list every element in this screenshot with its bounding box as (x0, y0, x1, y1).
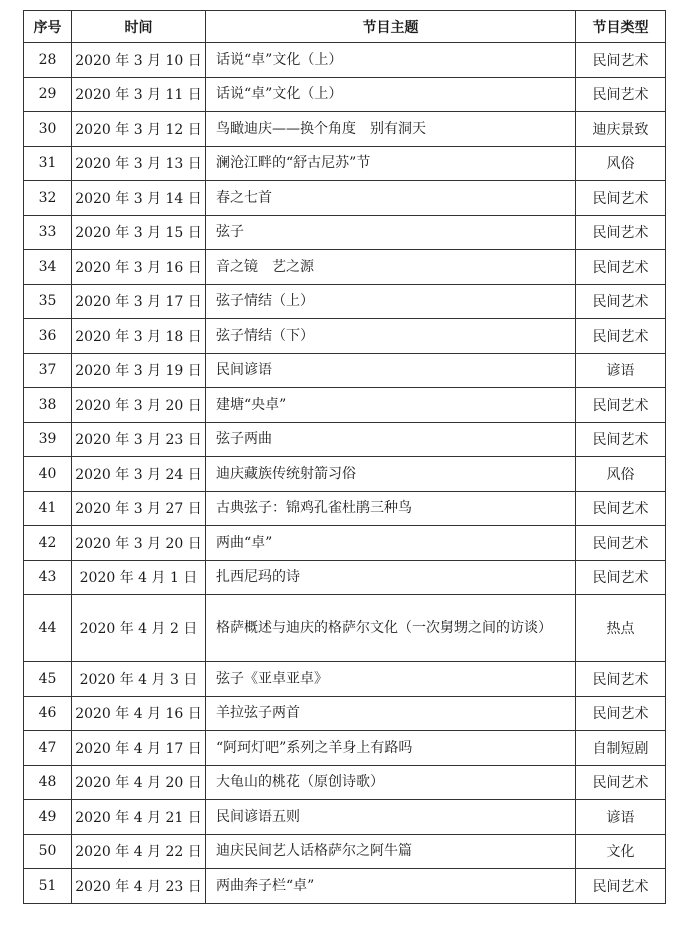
row-date: 2020 年 4 月 22 日 (72, 834, 206, 869)
table-row (24, 112, 666, 147)
row-number: 44 (24, 595, 72, 662)
row-date: 2020 年 3 月 13 日 (72, 146, 206, 181)
row-number: 35 (24, 284, 72, 319)
table-body (24, 43, 666, 904)
row-number: 47 (24, 731, 72, 766)
table-row (24, 731, 666, 766)
row-number: 40 (24, 457, 72, 492)
row-type: 民间艺术 (576, 43, 666, 78)
row-type: 民间艺术 (576, 422, 666, 457)
row-number: 43 (24, 560, 72, 595)
row-topic: 春之七首 (206, 181, 576, 216)
table-row (24, 43, 666, 78)
row-topic: 民间谚语 (206, 353, 576, 388)
row-date: 2020 年 4 月 2 日 (72, 595, 206, 662)
row-topic: 古典弦子：锦鸡孔雀杜鹃三种鸟 (206, 491, 576, 526)
header-topic: 节目主题 (206, 11, 576, 43)
table-row (24, 595, 666, 662)
table-row (24, 181, 666, 216)
row-type: 谚语 (576, 353, 666, 388)
row-type: 谚语 (576, 800, 666, 835)
row-topic: 大龟山的桃花（原创诗歌） (206, 765, 576, 800)
row-number: 29 (24, 77, 72, 112)
row-topic: 弦子《亚卓亚卓》 (206, 662, 576, 697)
row-number: 49 (24, 800, 72, 835)
row-topic: 话说“卓”文化（上） (206, 77, 576, 112)
row-type: 风俗 (576, 457, 666, 492)
row-type: 风俗 (576, 146, 666, 181)
table-row (24, 457, 666, 492)
row-topic: 羊拉弦子两首 (206, 696, 576, 731)
row-topic: 两曲奔子栏“卓” (206, 869, 576, 904)
row-type: 民间艺术 (576, 319, 666, 354)
program-table (23, 10, 666, 904)
table-row (24, 215, 666, 250)
row-number: 46 (24, 696, 72, 731)
table-row (24, 662, 666, 697)
row-number: 32 (24, 181, 72, 216)
row-number: 28 (24, 43, 72, 78)
table-row (24, 800, 666, 835)
table-row (24, 560, 666, 595)
row-date: 2020 年 4 月 1 日 (72, 560, 206, 595)
row-date: 2020 年 4 月 3 日 (72, 662, 206, 697)
header-no: 序号 (24, 11, 72, 43)
table-row (24, 422, 666, 457)
row-number: 41 (24, 491, 72, 526)
row-topic: 民间谚语五则 (206, 800, 576, 835)
row-type: 迪庆景致 (576, 112, 666, 147)
row-number: 38 (24, 388, 72, 423)
row-date: 2020 年 4 月 17 日 (72, 731, 206, 766)
row-date: 2020 年 3 月 16 日 (72, 250, 206, 285)
row-date: 2020 年 4 月 23 日 (72, 869, 206, 904)
row-type: 民间艺术 (576, 560, 666, 595)
row-topic: 弦子两曲 (206, 422, 576, 457)
row-number: 48 (24, 765, 72, 800)
table-row (24, 284, 666, 319)
row-topic: 弦子情结（上） (206, 284, 576, 319)
row-date: 2020 年 3 月 23 日 (72, 422, 206, 457)
row-number: 37 (24, 353, 72, 388)
row-number: 45 (24, 662, 72, 697)
row-date: 2020 年 3 月 10 日 (72, 43, 206, 78)
row-date: 2020 年 3 月 18 日 (72, 319, 206, 354)
header-row (24, 11, 666, 43)
row-date: 2020 年 3 月 20 日 (72, 388, 206, 423)
table-row (24, 250, 666, 285)
row-type: 民间艺术 (576, 250, 666, 285)
row-topic: 弦子情结（下） (206, 319, 576, 354)
row-type: 热点 (576, 595, 666, 662)
table-row (24, 526, 666, 561)
row-topic: 鸟瞰迪庆——换个角度 别有洞天 (206, 112, 576, 147)
row-number: 36 (24, 319, 72, 354)
row-topic: 话说“卓”文化（上） (206, 43, 576, 78)
row-type: 民间艺术 (576, 696, 666, 731)
row-type: 民间艺术 (576, 388, 666, 423)
table-row (24, 146, 666, 181)
table-header (24, 11, 666, 43)
row-topic: 格萨概述与迪庆的格萨尔文化（一次舅甥之间的访谈） (206, 595, 576, 662)
row-topic: “阿珂灯吧”系列之羊身上有路吗 (206, 731, 576, 766)
row-number: 33 (24, 215, 72, 250)
row-topic: 建塘“央卓” (206, 388, 576, 423)
header-date: 时间 (72, 11, 206, 43)
table-row (24, 491, 666, 526)
row-type: 民间艺术 (576, 77, 666, 112)
row-date: 2020 年 4 月 21 日 (72, 800, 206, 835)
row-number: 42 (24, 526, 72, 561)
row-date: 2020 年 4 月 16 日 (72, 696, 206, 731)
row-type: 民间艺术 (576, 215, 666, 250)
row-date: 2020 年 3 月 27 日 (72, 491, 206, 526)
row-type: 文化 (576, 834, 666, 869)
table-row (24, 353, 666, 388)
row-date: 2020 年 3 月 14 日 (72, 181, 206, 216)
row-date: 2020 年 3 月 24 日 (72, 457, 206, 492)
header-type: 节目类型 (576, 11, 666, 43)
row-type: 民间艺术 (576, 284, 666, 319)
table-row (24, 319, 666, 354)
table-row (24, 696, 666, 731)
row-type: 民间艺术 (576, 869, 666, 904)
row-number: 50 (24, 834, 72, 869)
row-topic: 迪庆藏族传统射箭习俗 (206, 457, 576, 492)
table-row (24, 77, 666, 112)
row-number: 31 (24, 146, 72, 181)
row-type: 民间艺术 (576, 662, 666, 697)
row-topic: 澜沧江畔的“舒古尼苏”节 (206, 146, 576, 181)
row-type: 民间艺术 (576, 526, 666, 561)
row-number: 39 (24, 422, 72, 457)
row-type: 民间艺术 (576, 181, 666, 216)
row-number: 34 (24, 250, 72, 285)
table-row (24, 388, 666, 423)
row-date: 2020 年 3 月 11 日 (72, 77, 206, 112)
row-date: 2020 年 3 月 17 日 (72, 284, 206, 319)
table-row (24, 765, 666, 800)
row-number: 51 (24, 869, 72, 904)
row-topic: 两曲“卓” (206, 526, 576, 561)
row-date: 2020 年 3 月 12 日 (72, 112, 206, 147)
table-row (24, 869, 666, 904)
row-topic: 音之镜 艺之源 (206, 250, 576, 285)
row-type: 自制短剧 (576, 731, 666, 766)
table-row (24, 834, 666, 869)
row-date: 2020 年 3 月 15 日 (72, 215, 206, 250)
row-type: 民间艺术 (576, 491, 666, 526)
row-date: 2020 年 4 月 20 日 (72, 765, 206, 800)
row-date: 2020 年 3 月 20 日 (72, 526, 206, 561)
row-topic: 弦子 (206, 215, 576, 250)
row-topic: 扎西尼玛的诗 (206, 560, 576, 595)
row-type: 民间艺术 (576, 765, 666, 800)
row-topic: 迪庆民间艺人话格萨尔之阿牛篇 (206, 834, 576, 869)
row-number: 30 (24, 112, 72, 147)
row-date: 2020 年 3 月 19 日 (72, 353, 206, 388)
